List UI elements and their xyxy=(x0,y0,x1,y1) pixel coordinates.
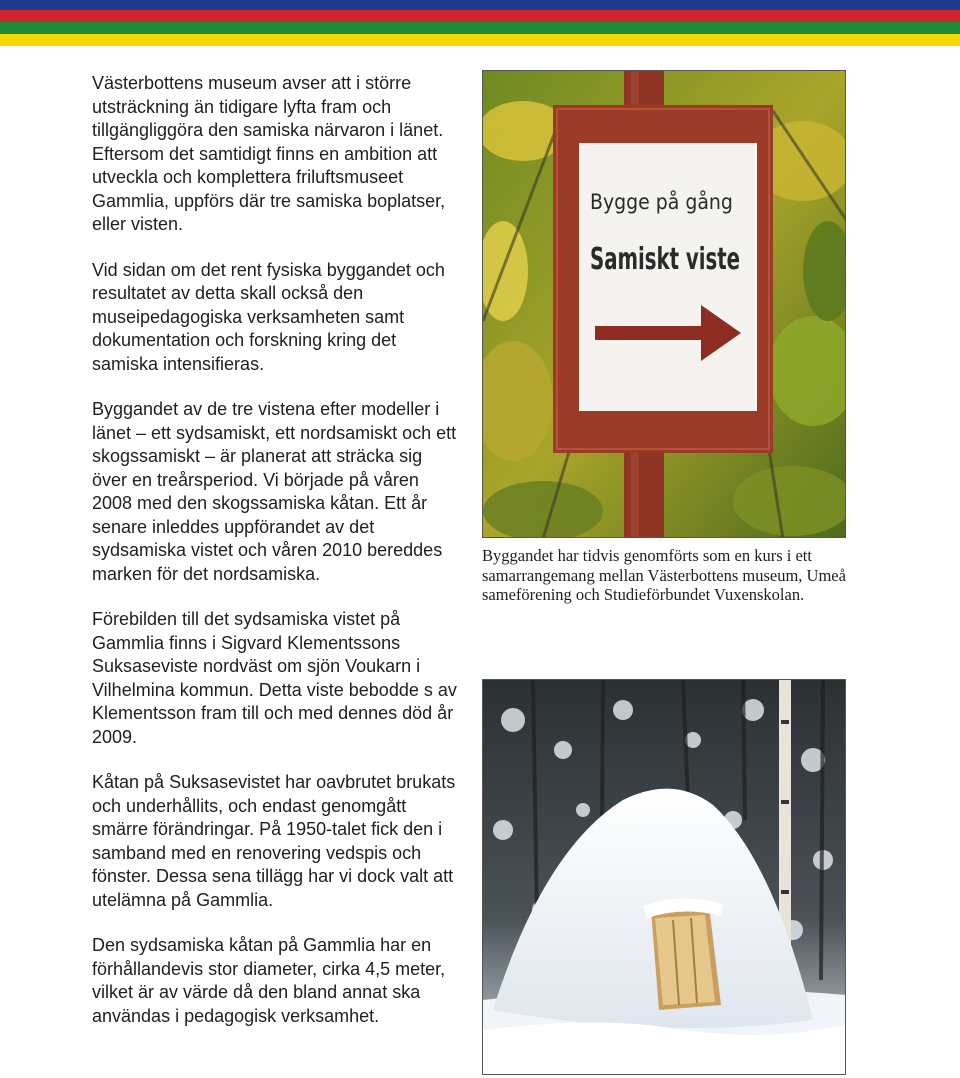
photo-snow-covered-kata xyxy=(482,679,846,1075)
sign-line-2: Samiskt viste xyxy=(590,242,740,277)
sami-flag-stripes xyxy=(0,0,960,46)
stripe-red xyxy=(0,10,960,22)
photo-construction-sign xyxy=(482,70,846,538)
stripe-yellow xyxy=(0,34,960,46)
body-text-column xyxy=(92,72,460,1050)
paragraph-kata-history: Kåtan på Suksasevistet har oavbrutet brukats och underhållits, och endast genomgått smärre förändringar. På 1950-talet fick den i samband med en renovering vedspis och fönster. Dessa sena tillägg har vi dock valt att utelämna på Gammlia. xyxy=(92,772,456,910)
stripe-green xyxy=(0,22,960,34)
paragraph-model-viste: Förebilden till det sydsamiska vistet på Gammlia finns i Sigvard Klementssons Suksaseviste nordväst om sjön Voukarn i Vilhelmina kommun. Detta viste bebodde s av Klementsson fram till och med dennes död år 2009. xyxy=(92,609,457,747)
sign-line-1: Bygge på gång xyxy=(590,190,733,214)
paragraph-intro: Västerbottens museum avser att i större utsträckning än tidigare lyfta fram och tillgängliggöra den samiska närvaron i länet. Eftersom det samtidigt finns en ambition att utveckla och komplettera friluftsmuseet Gammlia, uppförs där tre samiska boplatser, eller visten. xyxy=(92,73,446,234)
stripe-blue xyxy=(0,0,960,10)
paragraph-three-visten: Byggandet av de tre vistena efter modeller i länet – ett sydsamiskt, ett nordsamiskt och ett skogssamiskt – är planerat att sträcka sig över en treårsperiod. Vi började på våren 2008 med den skogssamiska kåtan. Ett år senare inleddes uppförandet av det sydsamiska vistet och våren 2010 bereddes marken för det nordsamiska. xyxy=(92,399,457,584)
photo-caption: Byggandet har tidvis genomförts som en kurs i ett samarrangemang mellan Västerbottens museum, Umeå sameförening och Studieförbundet Vuxenskolan. xyxy=(482,546,846,604)
paragraph-kata-diameter: Den sydsamiska kåtan på Gammlia har en förhållandevis stor diameter, cirka 4,5 meter, vilket är av värde då den bland annat ska användas i pedagogisk verksamhet. xyxy=(92,935,446,1026)
paragraph-pedagogy: Vid sidan om det rent fysiska byggandet och resultatet av detta skall också den museipedagogiska verksamheten samt dokumentation och forskning kring det samiska intensifieras. xyxy=(92,259,445,374)
